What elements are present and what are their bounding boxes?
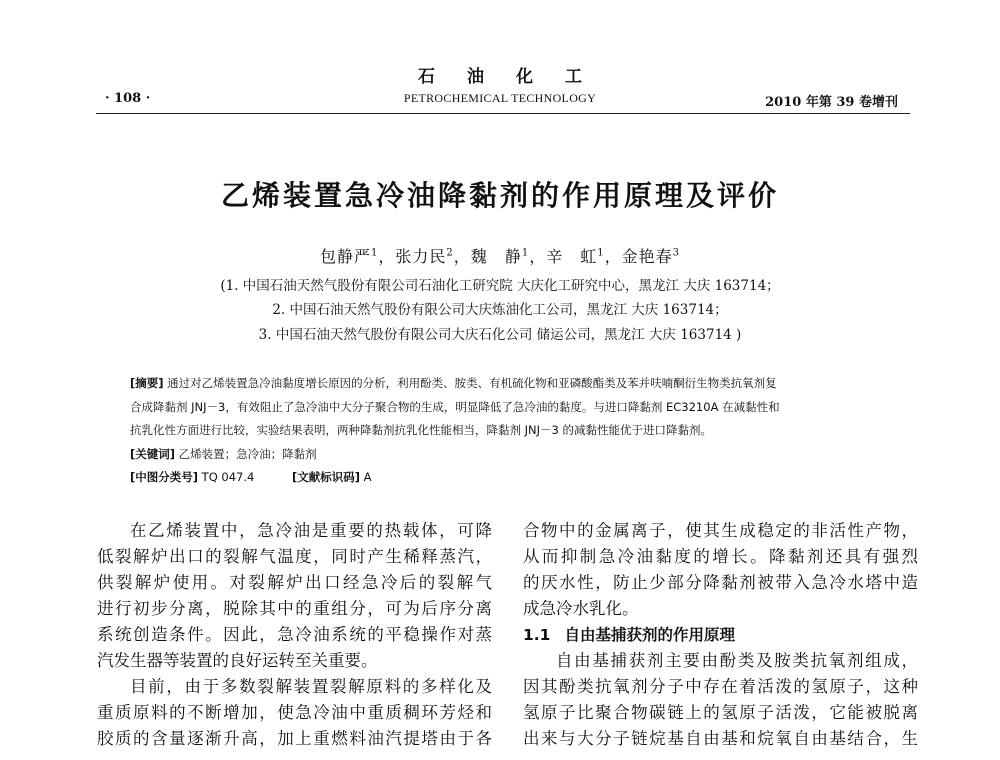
classification-label: [中图分类号] [130, 470, 199, 484]
issue-label: 2010 年第 39 卷增刊 [765, 95, 898, 110]
abstract-line: [摘要] 通过对乙烯装置急冷油黏度增长原因的分析，利用酚类、胺类、有机硫化物和亚磷酸酯类及苯并呋喃酮衍生物类抗氧剂复 [130, 376, 777, 390]
body-line: 重质原料的不断增加，使急冷油中重质稠环芳烃和 [97, 703, 492, 722]
body-line: 汽发生器等装置的良好运转至关重要。 [97, 651, 378, 670]
author: 魏 静 [470, 247, 522, 266]
body-line: 自由基捕获剂主要由酚类及胺类抗氧剂组成， [556, 651, 918, 670]
section-heading [523, 622, 918, 648]
abstract-line: 合成降黏剂 JNJ－3，有效阻止了急冷油中大分子聚合物的生成，明显降低了急冷油的黏度。与进口降黏剂 EC3210A 在减黏性和 [130, 400, 780, 414]
body-line: 胶质的含量逐渐升高，加上重燃料油汽提塔由于各 [97, 729, 492, 748]
classification-value: TQ 047.4 [201, 470, 255, 484]
body-column-right [523, 518, 918, 752]
document-mark-value: A [363, 470, 372, 484]
document-mark-label: [文献标识码] [291, 470, 360, 484]
header-rule [96, 113, 910, 114]
body-line: 合物中的金属离子，使其生成稳定的非活性产物， [523, 521, 918, 540]
body-line: 因其酚类抗氧剂分子中存在着活泼的氢原子，这种 [523, 677, 918, 696]
affiliation: (1. 中国石油天然气股份有限公司石油化工研究院 大庆化工研究中心，黑龙江 大庆 163714； [220, 278, 780, 294]
body-line: 成急冷水乳化。 [523, 599, 639, 618]
journal-title-en: PETROCHEMICAL TECHNOLOGY [403, 91, 597, 105]
section-number: 1.1 [523, 626, 551, 644]
author: 包静严 [319, 247, 371, 266]
body-line: 目前，由于多数裂解装置裂解原料的多样化及 [130, 677, 492, 696]
keywords: [关键词] 乙烯装置；急冷油；降黏剂 [130, 447, 317, 461]
section-title: 自由基捕获剂的作用原理 [564, 626, 735, 644]
article-title: 乙烯装置急冷油降黏剂的作用原理及评价 [220, 179, 779, 212]
journal-title-cn: 石 油 化 工 [418, 67, 582, 87]
classification-row [130, 469, 372, 485]
author: 辛 虹 [546, 247, 598, 266]
author: 张力民 [395, 247, 447, 266]
author-list: 包静严$^1$，张力民$^2$，魏 静$^1$，辛 虹$^1$，金艳春$^3$ [319, 247, 680, 266]
body-line: 出来与大分子链烷基自由基和烷氧自由基结合，生 [523, 729, 918, 748]
body-line: 系统创造条件。因此，急冷油系统的平稳操作对蒸 [97, 625, 492, 644]
body-line: 的厌水性，防止少部分降黏剂被带入急冷水塔中造 [523, 573, 918, 592]
affiliation: 2. 中国石油天然气股份有限公司大庆炼油化工公司，黑龙江 大庆 163714； [272, 302, 728, 318]
body-column-left [97, 518, 492, 752]
author: 金艳春 [621, 247, 673, 266]
affiliation: 3. 中国石油天然气股份有限公司大庆石化公司 储运公司，黑龙江 大庆 163714 ) [258, 327, 742, 343]
body-line: 进行初步分离，脱除其中的重组分，可为后序分离 [97, 599, 492, 618]
body-line: 从而抑制急冷油黏度的增长。降黏剂还具有强烈 [523, 547, 918, 566]
abstract-line: 抗乳化性方面进行比较，实验结果表明，两种降黏剂抗乳化性能相当，降黏剂 JNJ－3 的减黏性能优于进口降黏剂。 [130, 423, 713, 437]
keywords-label: [关键词] [130, 447, 176, 461]
abstract-label: [摘要] [130, 376, 164, 390]
body-line: 氢原子比聚合物碳链上的氢原子活泼，它能被脱离 [523, 703, 918, 722]
page-number: · 108 · [105, 91, 151, 106]
body-line: 供裂解炉使用。对裂解炉出口经急冷后的裂解气 [97, 573, 492, 592]
body-line: 低裂解炉出口的裂解气温度，同时产生稀释蒸汽， [97, 547, 492, 566]
body-line: 在乙烯装置中，急冷油是重要的热载体，可降 [130, 521, 492, 540]
